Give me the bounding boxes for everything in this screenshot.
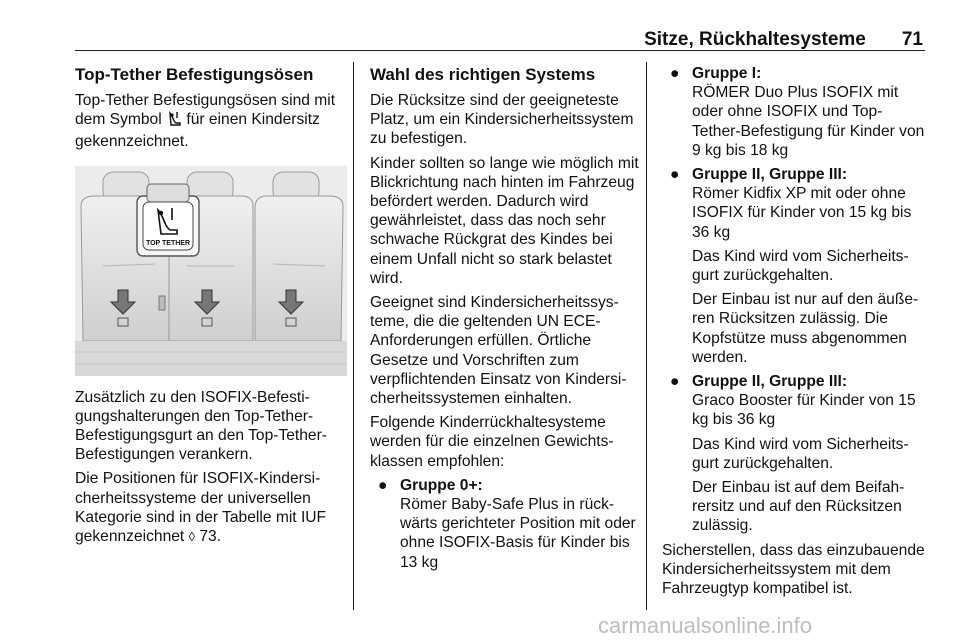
page-reference-link[interactable]: 73.: [199, 528, 222, 546]
top-tether-label: TOP TETHER: [145, 239, 191, 247]
bullet-title: Gruppe I:: [692, 65, 762, 82]
bullet-title: Gruppe II, Gruppe III:: [692, 166, 848, 184]
bullet-icon: ●: [670, 65, 680, 82]
paragraph-recommended: Folgende Kinderrückhaltesysteme werden für die einzelnen Gewichtsklassen empfohlen:: [370, 414, 614, 470]
child-seat-tether-icon: [166, 111, 182, 132]
bullet-title: Gruppe II, Gruppe III:: [692, 373, 848, 391]
column-1: [75, 64, 347, 551]
bullet-text: Römer Kidfix XP mit oder ohne ISOFIX für Kinder von 15 kg bis 36 kg: [692, 185, 912, 241]
list-item-group-2-3-graco: [662, 372, 930, 536]
paragraph-ece: Geeignet sind Kindersicherheitssysteme, die die geltenden UN ECE-Anforderungen erfüllen. Örtliche Gesetze und Vorschriften zum verpflichtenden Einsatz von Kindersicherheitssystemen einhalten.: [370, 294, 627, 408]
bullet-note-install: Der Einbau ist nur auf den äußeren Rücksitzen zulässig. Die Kopfstütze muss abgenommen werden.: [692, 291, 919, 366]
list-item-group-1: [662, 64, 930, 160]
bullet-icon: ●: [670, 373, 680, 391]
heading-system-choice: Wahl des richtigen Systems: [370, 65, 596, 84]
intro-text-end: für einen Kindersitz gekennzeichnet.: [75, 111, 320, 151]
paragraph-isofix: Zusätzlich zu den ISOFIX-Befestigungshalterungen den Top-Tether-Befestigungsgurt an den Top-Tether-Befestigungen verankern.: [75, 388, 327, 464]
positions-text: Die Positionen für ISOFIX-Kindersicherheitssysteme der universellen Kategorie sind in der Tabelle mit IUF gekennzeichnet: [75, 470, 327, 546]
paragraph-positions: [75, 469, 347, 546]
bullet-note-belt: Das Kind wird vom Sicherheitsgurt zurückgehalten.: [692, 435, 909, 472]
bullet-icon: ●: [378, 476, 388, 494]
column-divider-1: [353, 62, 354, 610]
bullet-title: Gruppe 0+:: [400, 476, 483, 494]
page-header: [75, 28, 923, 52]
paragraph-compatibility: Sicherstellen, dass das einzubauende Kindersicherheitssystem mit dem Fahrzeugtyp kompatibel ist.: [662, 541, 925, 598]
list-item-group-0: [370, 476, 640, 572]
watermark: carmanualsonline.info: [598, 613, 813, 638]
bullet-note-install: Der Einbau ist auf dem Beifahrersitz und auf den Rücksitzen zulässig.: [692, 479, 905, 535]
bullet-text: RÖMER Duo Plus ISOFIX mit oder ohne ISOFIX und Top-Tether-Befestigung für Kinder von 9 kg bis 18 kg: [692, 84, 925, 159]
intro-paragraph: [75, 91, 347, 152]
paragraph-rear-seats: Die Rücksitze sind der geeigneteste Platz, um ein Kindersicherheitssystem zu befestigen.: [370, 92, 634, 148]
bullet-text: Römer Baby-Safe Plus in rückwärts gerichteter Position mit oder ohne ISOFIX-Basis für Kinder bis 13 kg: [400, 496, 636, 571]
column-2: [370, 64, 640, 577]
column-3: [662, 64, 930, 603]
list-item-group-2-3-kidfix: [662, 165, 930, 367]
rear-seats-illustration: [75, 166, 347, 376]
column-divider-2: [646, 62, 647, 610]
bullet-text: Graco Booster für Kinder von 15 kg bis 36 kg: [692, 392, 916, 429]
heading-top-tether: Top-Tether Befestigungsösen: [75, 65, 314, 84]
section-title: Sitze, Rückhaltesysteme: [644, 29, 866, 50]
bullet-icon: ●: [670, 166, 680, 184]
bullet-note-belt: Das Kind wird vom Sicherheitsgurt zurückgehalten.: [692, 247, 909, 285]
header-divider: [75, 50, 925, 51]
page-number: 71: [901, 29, 923, 50]
intro-text-start: Top-Tether Befestigungsösen sind mit dem Symbol: [75, 92, 336, 129]
page-reference-icon: ◊: [188, 529, 196, 545]
paragraph-rear-facing: Kinder sollten so lange wie möglich mit Blickrichtung nach hinten im Fahrzeug befördert werden. Dadurch wird gewährleistet, dass das noch sehr schwache Rückgrat des Kindes bei einem Unfall nicht so stark belastet wird.: [370, 154, 639, 287]
